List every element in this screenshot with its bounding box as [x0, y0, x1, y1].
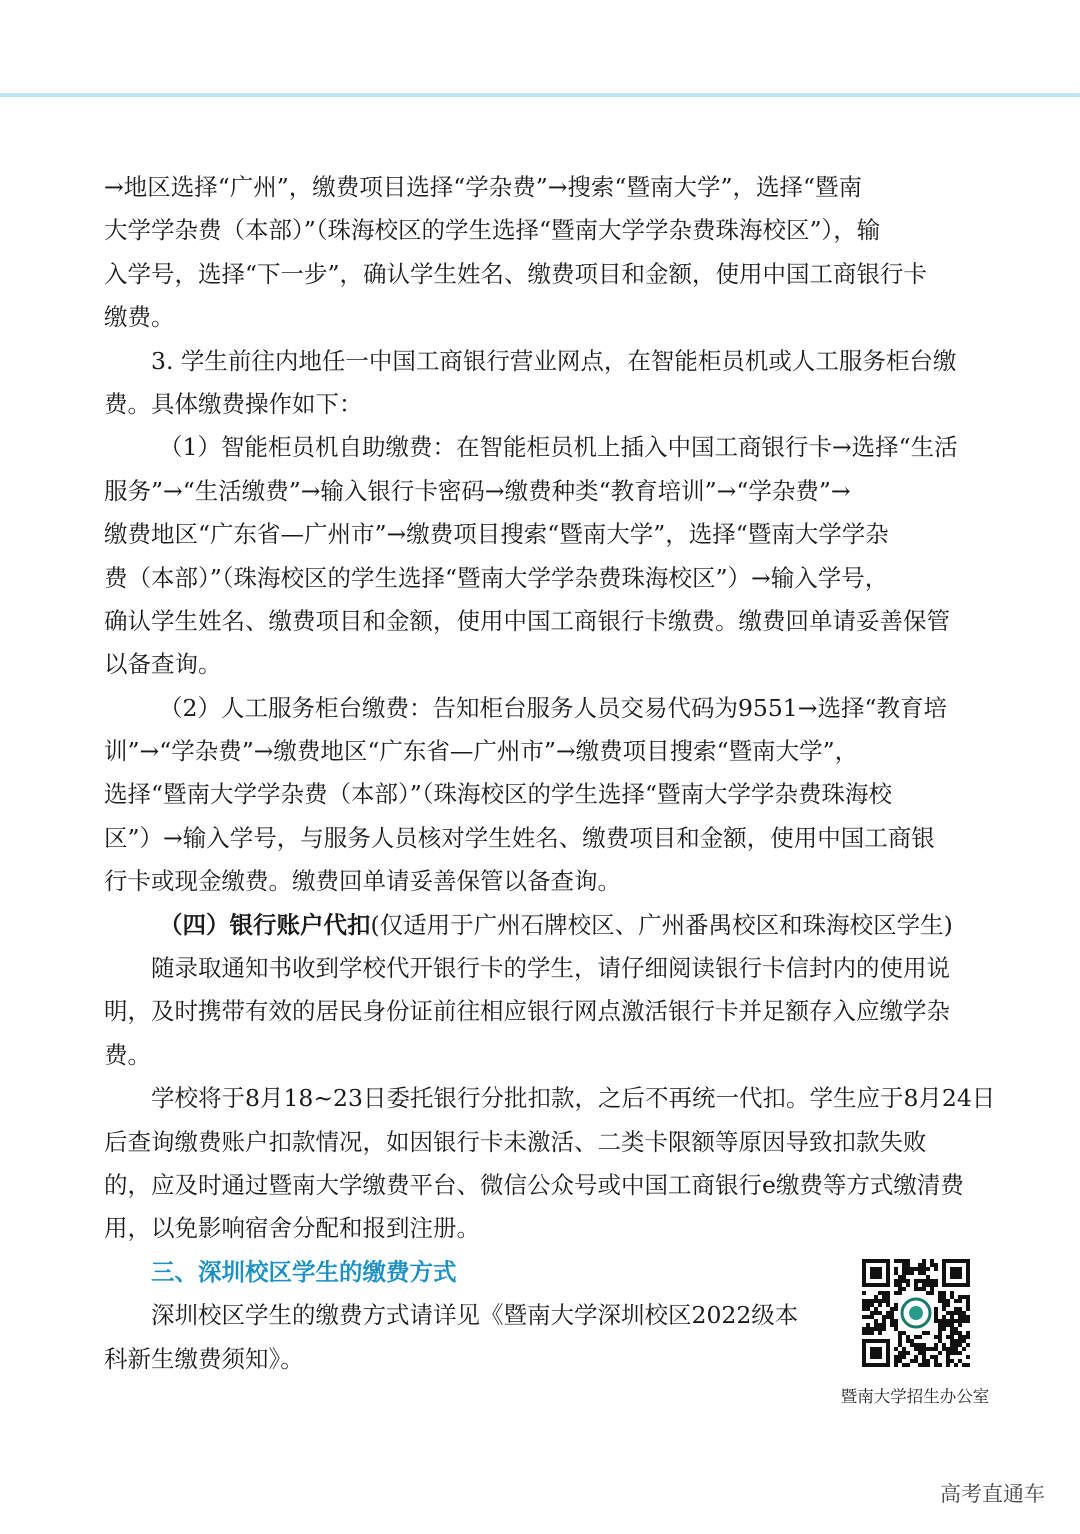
text-line: 区”）→输入学号，与服务人员核对学生姓名、缴费项目和金额，使用中国工商银	[104, 823, 935, 852]
text-line: 的，应及时通过暨南大学缴费平台、微信公众号或中国工商银行e缴费等方式缴清费	[104, 1170, 964, 1199]
text-line: 3. 学生前往内地任一中国工商银行营业网点，在智能柜员机或人工服务柜台缴	[151, 346, 957, 375]
qr-code-icon	[862, 1259, 970, 1367]
section-four-title: （四）银行账户代扣	[159, 910, 371, 939]
text-line: 训”→“学杂费”→缴费地区“广东省—广州市”→缴费项目搜索“暨南大学”，	[104, 737, 859, 766]
text-line: 科新生缴费须知》。	[104, 1344, 304, 1373]
text-line: 费。	[104, 1040, 151, 1069]
text-line: 以备查询。	[104, 650, 222, 679]
text-line: 用，以免影响宿舍分配和报到注册。	[104, 1214, 480, 1243]
text-line: 行卡或现金缴费。缴费回单请妥善保管以备查询。	[104, 867, 621, 896]
text-line: 缴费。	[104, 303, 175, 332]
text-line: 入学号，选择“下一步”，确认学生姓名、缴费项目和金额，使用中国工商银行卡	[104, 259, 928, 288]
text-line: （2）人工服务柜台缴费：告知柜台服务人员交易代码为9551→选择“教育培	[159, 693, 947, 722]
text-line: 费（本部）”（珠海校区的学生选择“暨南大学学杂费珠海校区”）→输入学号，	[104, 563, 889, 592]
text-line: 费。具体缴费操作如下：	[104, 389, 363, 418]
text-line: 深圳校区学生的缴费方式请详见《暨南大学深圳校区2022级本	[151, 1301, 799, 1330]
watermark: 高考直通车	[940, 1482, 1045, 1506]
text-line: →地区选择“广州”，缴费项目选择“学杂费”→搜索“暨南大学”，选择“暨南	[104, 173, 862, 201]
section-four-heading	[104, 904, 980, 947]
text-line: 学校将于8月18~23日委托银行分批扣款，之后不再统一代扣。学生应于8月24日	[151, 1084, 996, 1113]
qr-code[interactable]	[862, 1259, 970, 1367]
text-line: 明，及时携带有效的居民身份证前往相应银行网点激活银行卡并足额存入应缴学杂	[104, 997, 950, 1026]
text-line: 服务”→“生活缴费”→输入银行卡密码→缴费种类“教育培训”→“学杂费”→	[104, 476, 851, 505]
text-line: 后查询缴费账户扣款情况，如因银行卡未激活、二类卡限额等原因导致扣款失败	[104, 1127, 927, 1156]
text-line: 确认学生姓名、缴费项目和金额，使用中国工商银行卡缴费。缴费回单请妥善保管	[104, 606, 950, 635]
section-four-note: (仅适用于广州石牌校区、广州番禺校区和珠海校区学生)	[370, 910, 953, 939]
qr-caption: 暨南大学招生办公室	[840, 1387, 990, 1406]
text-line: 选择“暨南大学学杂费（本部）”（珠海校区的学生选择“暨南大学学杂费珠海校	[104, 780, 893, 809]
text-line: 缴费地区“广东省—广州市”→缴费项目搜索“暨南大学”，选择“暨南大学学杂	[104, 520, 889, 549]
text-line: （1）智能柜员机自助缴费：在智能柜员机上插入中国工商银行卡→选择“生活	[159, 433, 958, 462]
text-line: 大学学杂费（本部）”（珠海校区的学生选择“暨南大学学杂费珠海校区”），输	[104, 216, 881, 245]
document-body	[104, 166, 996, 1381]
text-line: 随录取通知书收到学校代开银行卡的学生，请仔细阅读银行卡信封内的使用说	[151, 954, 950, 983]
header-rule	[0, 93, 1080, 97]
section-three-heading: 三、深圳校区学生的缴费方式	[151, 1257, 457, 1286]
